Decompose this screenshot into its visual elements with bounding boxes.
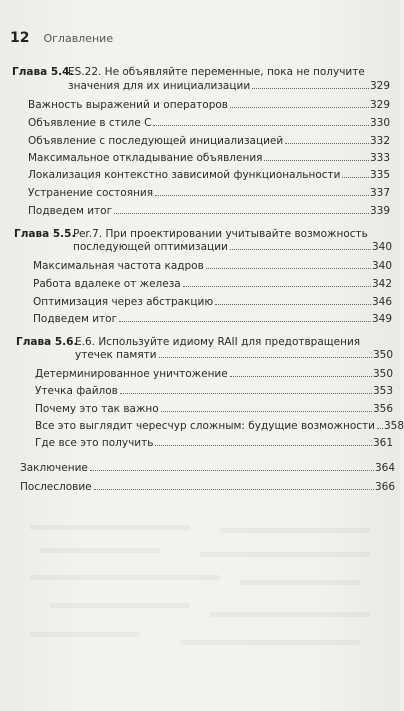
- section-title: Объявление в стиле C: [28, 117, 152, 129]
- section-title: Максимальное откладывание объявления: [28, 152, 263, 164]
- toc-entry[interactable]: [35, 385, 393, 398]
- dot-leader: [230, 249, 371, 250]
- chapter-title-line2: последующей оптимизации: [73, 241, 228, 253]
- running-head: Оглавление: [43, 32, 114, 45]
- section-title: Устранение состояния: [28, 187, 154, 199]
- chapter-label: Глава 5.6.: [16, 336, 78, 348]
- dot-leader: [215, 304, 371, 305]
- toc-entry[interactable]: [28, 99, 390, 112]
- dot-leader: [230, 376, 372, 377]
- section-title: Локализация контекстно зависимой функциональности: [28, 169, 341, 181]
- page-header: [10, 30, 113, 46]
- page-ref: 333: [369, 152, 390, 164]
- toc-entry[interactable]: [35, 420, 404, 433]
- dot-leader: [159, 357, 372, 358]
- toc-entry[interactable]: [28, 205, 390, 218]
- dot-leader: [114, 213, 369, 214]
- page-number: 12: [10, 30, 30, 46]
- section-title: Послесловие: [20, 481, 92, 493]
- page-ref: 330: [369, 117, 390, 129]
- dot-leader: [206, 268, 371, 269]
- page-ref: 342: [371, 278, 392, 290]
- section-title: Заключение: [20, 462, 88, 474]
- dot-leader: [285, 143, 369, 144]
- chapter-label: Глава 5.4.: [12, 66, 74, 78]
- page-ref: 346: [371, 296, 392, 308]
- dot-leader: [120, 393, 372, 394]
- section-title: Оптимизация через абстракцию: [33, 296, 214, 308]
- dot-leader: [94, 489, 374, 490]
- page-ref: 358: [383, 420, 404, 432]
- section-title: Подведем итог: [33, 313, 118, 325]
- dot-leader: [119, 321, 371, 322]
- toc-entry[interactable]: [28, 187, 390, 200]
- page-ref: 340: [371, 241, 392, 253]
- dot-leader: [155, 195, 369, 196]
- section-title: Подведем итог: [28, 205, 113, 217]
- toc-entry-chapter[interactable]: [68, 80, 390, 93]
- section-title: Важность выражений и операторов: [28, 99, 228, 111]
- chapter-title-line1: ES.22. Не объявляйте переменные, пока не получите: [68, 66, 365, 78]
- page-ref: 361: [372, 437, 393, 449]
- chapter-title-line1: Per.7. При проектировании учитывайте возможность: [73, 228, 368, 240]
- toc-entry[interactable]: [20, 481, 395, 494]
- dot-leader: [252, 88, 369, 89]
- dot-leader: [161, 411, 372, 412]
- chapter-title-line1: E.6. Используйте идиому RAII для предотвращения: [75, 336, 361, 348]
- section-title: Утечка файлов: [35, 385, 118, 397]
- dot-leader: [153, 125, 369, 126]
- dot-leader: [342, 177, 368, 178]
- page-ref: 337: [369, 187, 390, 199]
- section-title: Все это выглядит чересчур сложным: будущие возможности: [35, 420, 375, 432]
- toc-entry-chapter[interactable]: [73, 241, 392, 254]
- toc-entry-chapter[interactable]: [75, 349, 393, 362]
- page-ref: 329: [369, 99, 390, 111]
- page-ref: 349: [371, 313, 392, 325]
- toc-entry[interactable]: [35, 368, 393, 381]
- chapter-title-line2: утечек памяти: [75, 349, 157, 361]
- dot-leader: [90, 470, 374, 471]
- page-ref: 353: [372, 385, 393, 397]
- page-ref: 350: [372, 349, 393, 361]
- page-ref: 340: [371, 260, 392, 272]
- toc-entry[interactable]: [33, 296, 392, 309]
- page-ref: 350: [372, 368, 393, 380]
- section-title: Где все это получить: [35, 437, 154, 449]
- page-ref: 339: [369, 205, 390, 217]
- page-ref: 364: [374, 462, 395, 474]
- section-title: Объявление с последующей инициализацией: [28, 135, 284, 147]
- section-title: Детерминированное уничтожение: [35, 368, 228, 380]
- section-title: Почему это так важно: [35, 403, 159, 415]
- section-title: Работа вдалеке от железа: [33, 278, 181, 290]
- chapter-label: Глава 5.5.: [14, 228, 76, 240]
- toc-entry[interactable]: [33, 260, 392, 273]
- toc-entry[interactable]: [35, 403, 393, 416]
- page-ref: 356: [372, 403, 393, 415]
- toc-entry[interactable]: [20, 462, 395, 475]
- page-ref: 332: [369, 135, 390, 147]
- dot-leader: [155, 445, 372, 446]
- section-title: Максимальная частота кадров: [33, 260, 204, 272]
- toc-entry[interactable]: [28, 135, 390, 148]
- dot-leader: [377, 428, 383, 429]
- dot-leader: [264, 160, 368, 161]
- dot-leader: [230, 107, 369, 108]
- page-ref: 329: [369, 80, 390, 92]
- toc-entry[interactable]: [33, 313, 392, 326]
- toc-entry[interactable]: [28, 117, 390, 130]
- page-ref: 366: [374, 481, 395, 493]
- toc-entry[interactable]: [35, 437, 393, 450]
- dot-leader: [183, 286, 371, 287]
- chapter-title-line2: значения для их инициализации: [68, 80, 251, 92]
- toc-entry[interactable]: [28, 169, 390, 182]
- toc-entry[interactable]: [28, 152, 390, 165]
- page-ref: 335: [369, 169, 390, 181]
- toc-entry[interactable]: [33, 278, 392, 291]
